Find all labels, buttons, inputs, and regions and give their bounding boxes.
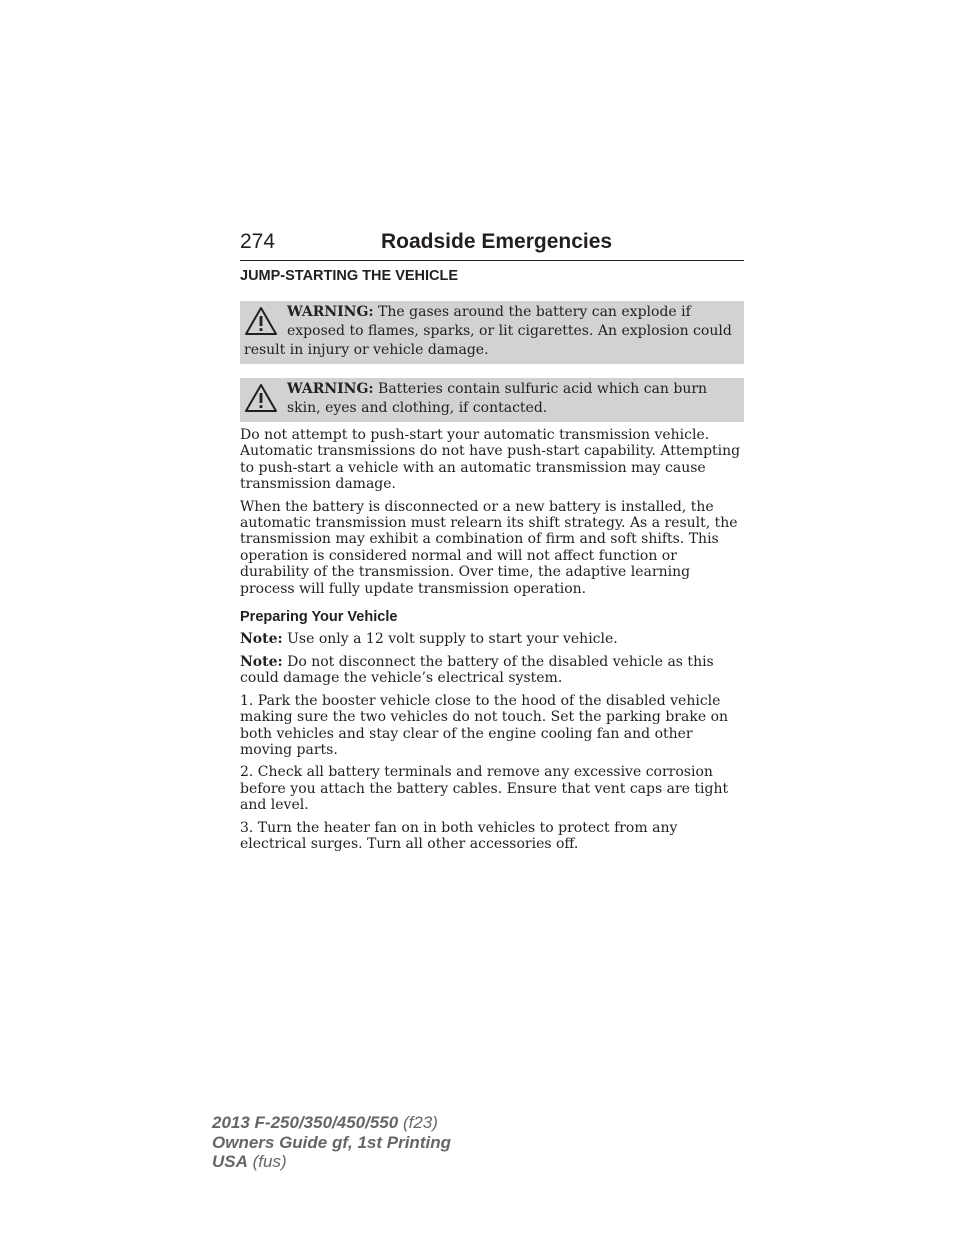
warning-text: Batteries contain sulfuric acid which can burn skin, eyes and clothing, if contacted. [287,381,708,416]
body-content [240,427,744,858]
warning-box-acid [240,378,744,422]
subheading-preparing: Preparing Your Vehicle [240,609,398,626]
note-text: Do not disconnect the battery of the disabled vehicle as this could damage the vehicle’s electrical system. [240,653,714,687]
paragraph-push-start: Do not attempt to push-start your automatic transmission vehicle. Automatic transmissions do not have push-start capability. Attempting to push-start a vehicle with an automatic transmission may cause transmission damage. [240,427,741,493]
footer-market: USA [212,1152,248,1171]
step-3: 3. Turn the heater fan on in both vehicles to protect from any electrical surges. Turn all other accessories off. [240,819,678,852]
footer-model-code: (f23) [398,1113,438,1132]
step-1: 1. Park the booster vehicle close to the hood of the disabled vehicle making sure the two vehicles do not touch. Set the parking brake on both vehicles and stay clear of the engine cooling fan and other moving parts. [240,692,729,758]
warning-triangle-icon [244,383,278,413]
warning-triangle-icon [244,306,278,336]
note-label: Note: [240,631,283,648]
section-heading: JUMP-STARTING THE VEHICLE [240,268,459,284]
footer-line-market [212,1152,451,1172]
footer-line-model [212,1113,451,1133]
warning-box-explosion [240,301,744,364]
step-2: 2. Check all battery terminals and remove any excessive corrosion before you attach the battery cables. Ensure that vent caps are tight and level. [240,764,729,814]
footer-printing: Owners Guide gf, 1st Printing [212,1132,451,1152]
warning-label: WARNING: [287,381,374,397]
footer [212,1113,451,1172]
warning-label: WARNING: [287,304,374,320]
footer-market-code: (fus) [247,1152,287,1171]
paragraph-relearn: When the battery is disconnected or a new battery is installed, the automatic transmission must relearn its shift strategy. As a result, the transmission may exhibit a combination of firm and soft shifts. This operation is considered normal and will not affect function or durability of the transmission. Over time, the adaptive learning process will fully update transmission operation. [240,498,738,597]
page-header [240,228,744,261]
note-text: Use only a 12 volt supply to start your vehicle. [282,631,618,648]
warning-text: The gases around the battery can explode if exposed to flames, sparks, or lit cigarettes. An explosion could result in injury or vehicle damage. [244,304,732,358]
note-label: Note: [240,653,283,670]
page-number: 274 [240,230,276,253]
note-disconnect [240,654,744,687]
chapter-title: Roadside Emergencies [381,230,613,253]
footer-model: 2013 F-250/350/450/550 [212,1113,399,1132]
note-12-volt [240,631,744,647]
